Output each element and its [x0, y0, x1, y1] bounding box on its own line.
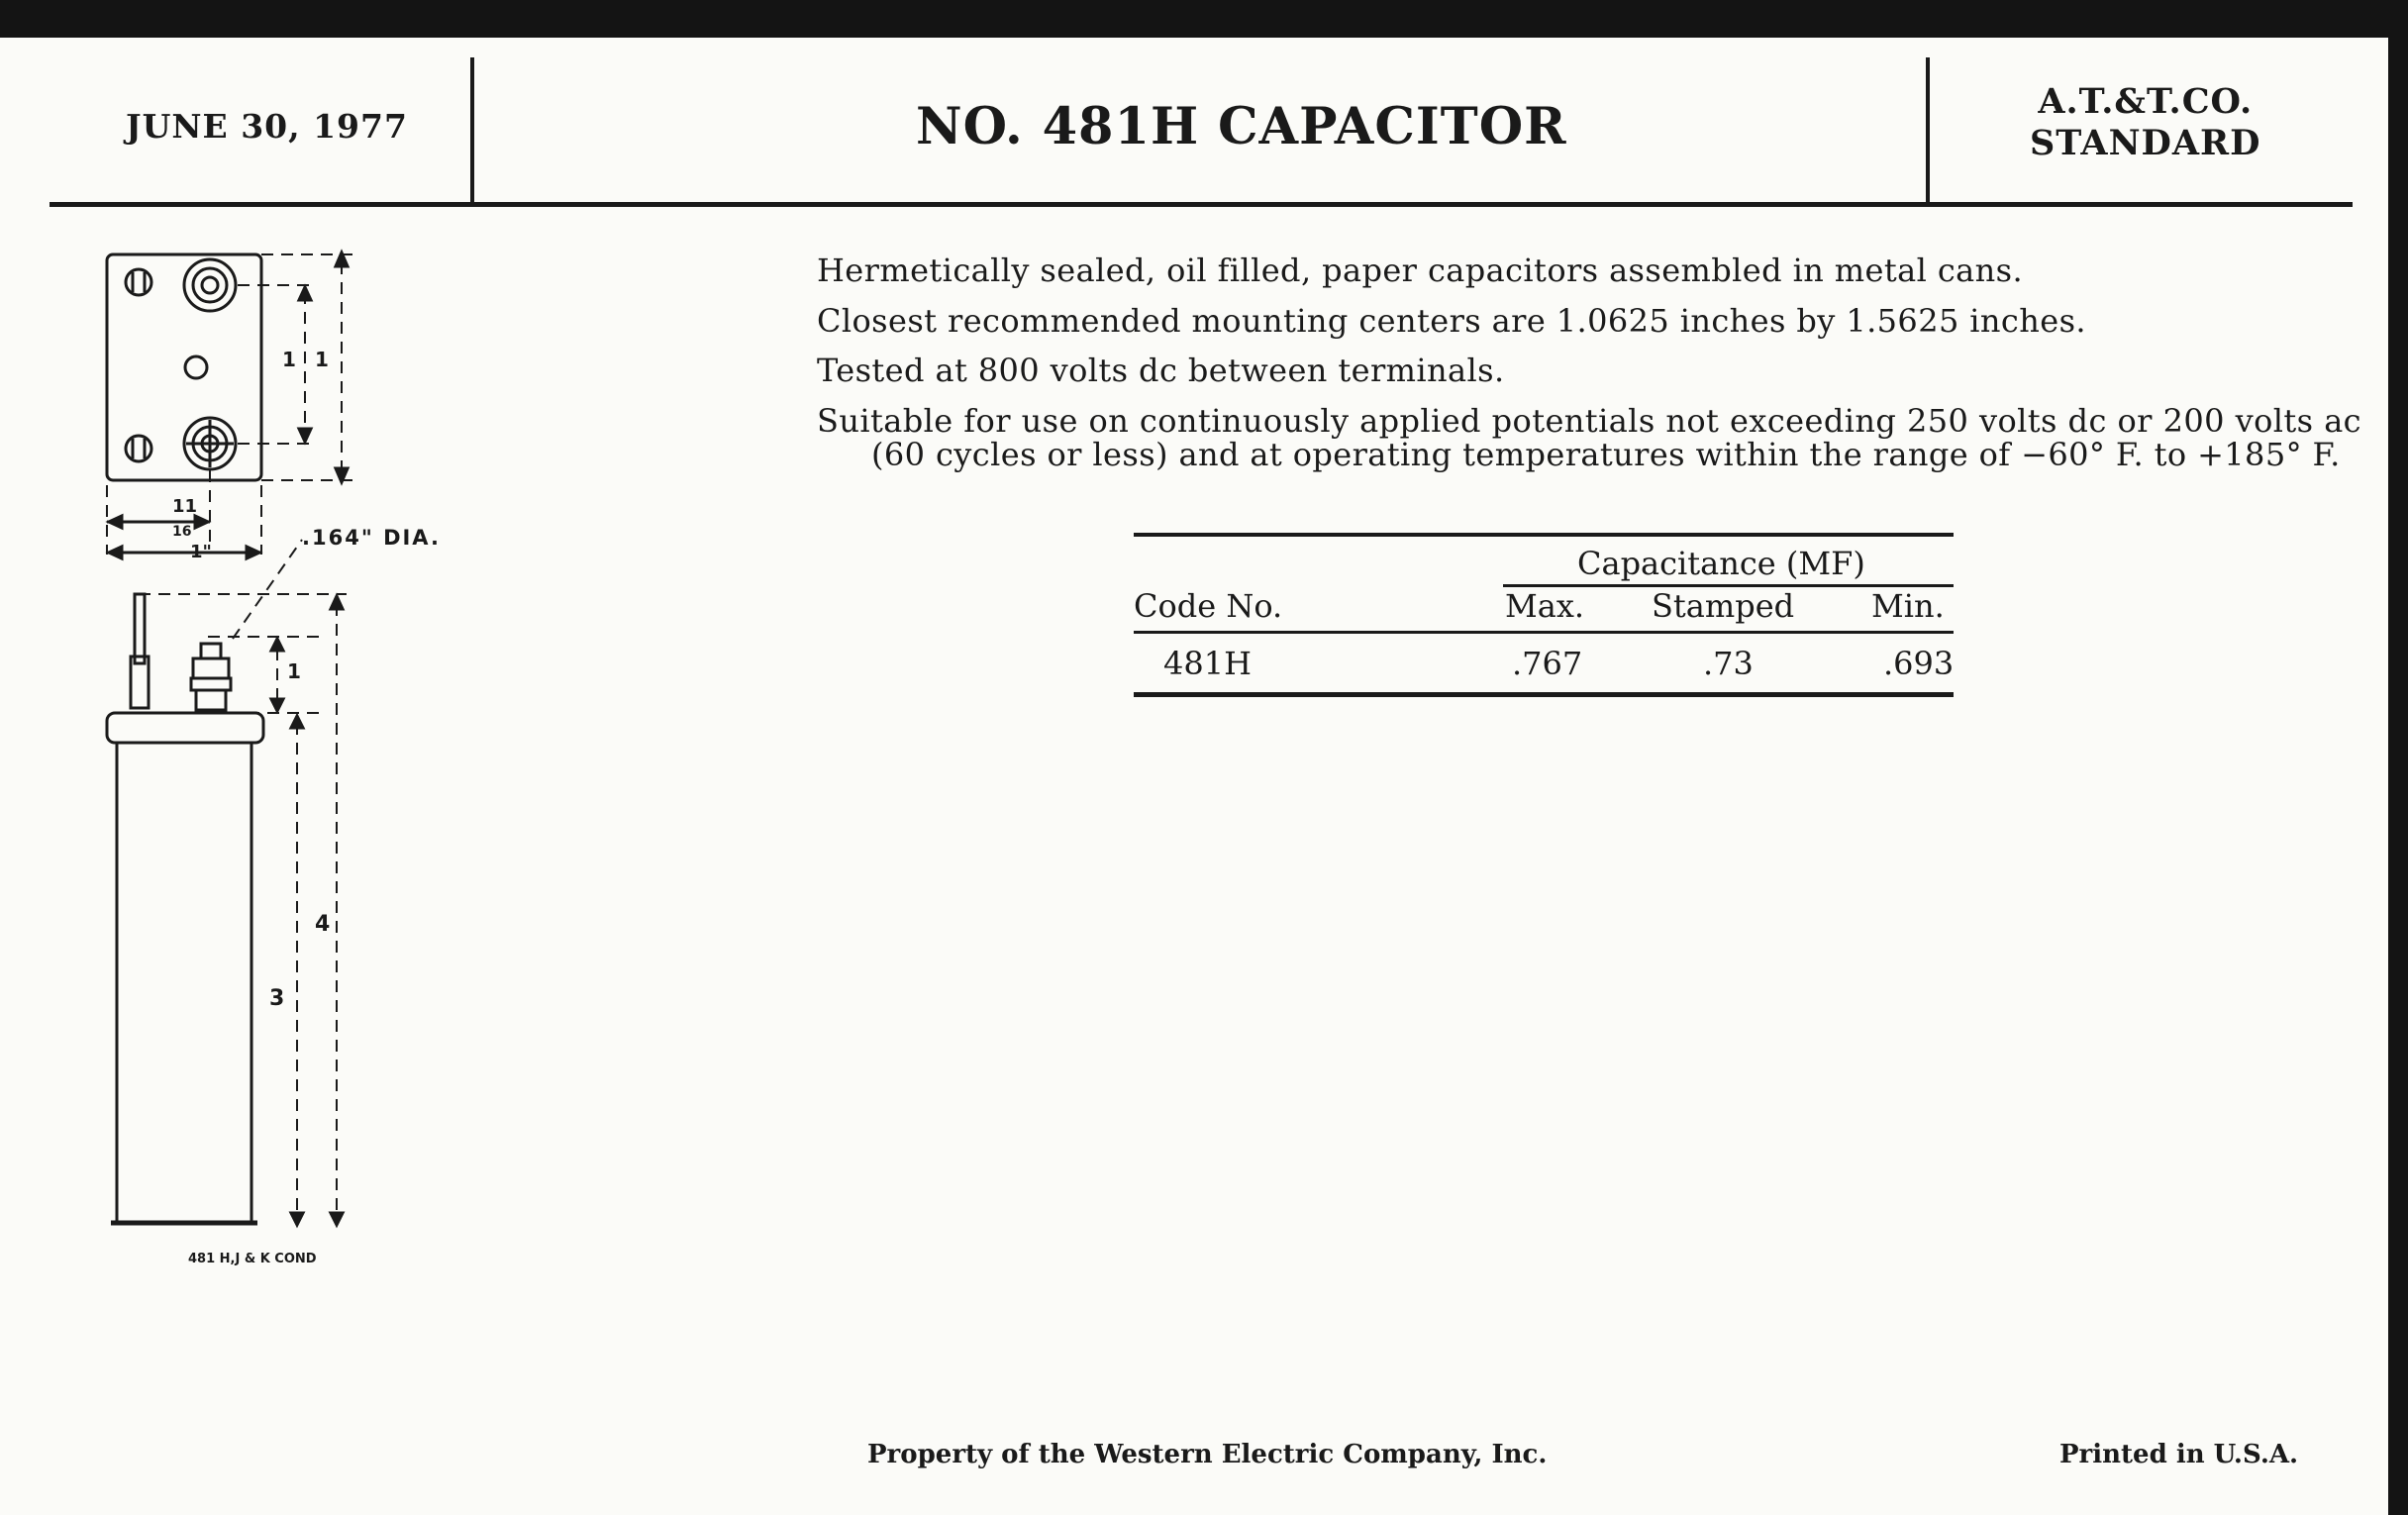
screw-icon	[126, 436, 151, 461]
footer-printed: Printed in U.S.A.	[2059, 1440, 2299, 1469]
description-mounting: Closest recommended mounting centers are 1.0625 inches by 1.5625 inches.	[817, 302, 2086, 340]
header-bottom-rule	[1134, 631, 1954, 634]
terminal-icon	[184, 259, 236, 311]
description-ratings: Suitable for use on continuously applied potentials not exceeding 250 volts dc or 200 volts ac (60 cycles or less) and at operating temperatures within the range of −60° F. to +185° F.	[817, 402, 2361, 473]
footer-property: Property of the Western Electric Company, Inc.	[867, 1440, 1548, 1469]
terminal-stud	[201, 644, 221, 658]
column-header-code: Code No.	[1134, 587, 1283, 625]
svg-text:1: 1	[315, 348, 329, 371]
column-header-min: Min.	[1871, 587, 1945, 625]
capacitor-cover	[107, 713, 263, 743]
header-rule	[50, 202, 2353, 207]
standard-line-1: A.T.&T.CO.	[2038, 81, 2254, 122]
column-header-stamped: Stamped	[1652, 587, 1795, 625]
scan-border-right	[2388, 0, 2408, 1515]
screw-icon	[126, 269, 151, 295]
drawing-caption: 481 H,J & K COND	[188, 1252, 317, 1266]
standard-label	[2030, 81, 2261, 164]
issue-date: JUNE 30, 1977	[126, 107, 408, 146]
dim-top-height: 1	[282, 348, 296, 371]
dim-width-small-den: 16	[172, 524, 192, 540]
header-divider-right	[1926, 57, 1930, 204]
header-divider-left	[470, 57, 474, 204]
terminal-nut	[191, 678, 231, 690]
terminal-icon	[184, 418, 236, 469]
description-sealing: Hermetically sealed, oil filled, paper capacitors assembled in metal cans.	[817, 252, 2024, 289]
table-top-rule	[1134, 533, 1954, 537]
capacitor-can	[117, 743, 251, 1223]
terminal-nut	[193, 658, 229, 678]
table-bottom-rule	[1134, 692, 1954, 697]
group-header-capacitance: Capacitance (MF)	[1577, 545, 1865, 582]
column-header-max: Max.	[1505, 587, 1585, 625]
dim-width-large: 1"	[190, 542, 212, 562]
dim-width-small: 11	[172, 496, 198, 517]
document-title: NO. 481H CAPACITOR	[916, 97, 1567, 156]
table-cell-max: .767	[1512, 645, 1583, 682]
hole-diameter-label: .164" DIA.	[302, 526, 441, 550]
terminal-nut	[196, 690, 226, 710]
table-cell-code: 481H	[1163, 645, 1252, 682]
table-cell-min: .693	[1883, 645, 1955, 682]
standard-line-2: STANDARD	[2030, 123, 2261, 163]
table-cell-stamped: .73	[1703, 645, 1754, 682]
dim-body: 3	[269, 986, 285, 1011]
mounting-hole-icon	[185, 356, 207, 378]
description-test-voltage: Tested at 800 volts dc between terminals.	[817, 352, 1505, 389]
lead-wire	[135, 594, 145, 663]
scan-border-top	[0, 0, 2408, 38]
dim-terminal: 1	[287, 659, 301, 683]
capacitance-table	[1134, 533, 1954, 701]
capacitor-drawing	[89, 243, 485, 1282]
dim-total: 4	[315, 912, 331, 937]
